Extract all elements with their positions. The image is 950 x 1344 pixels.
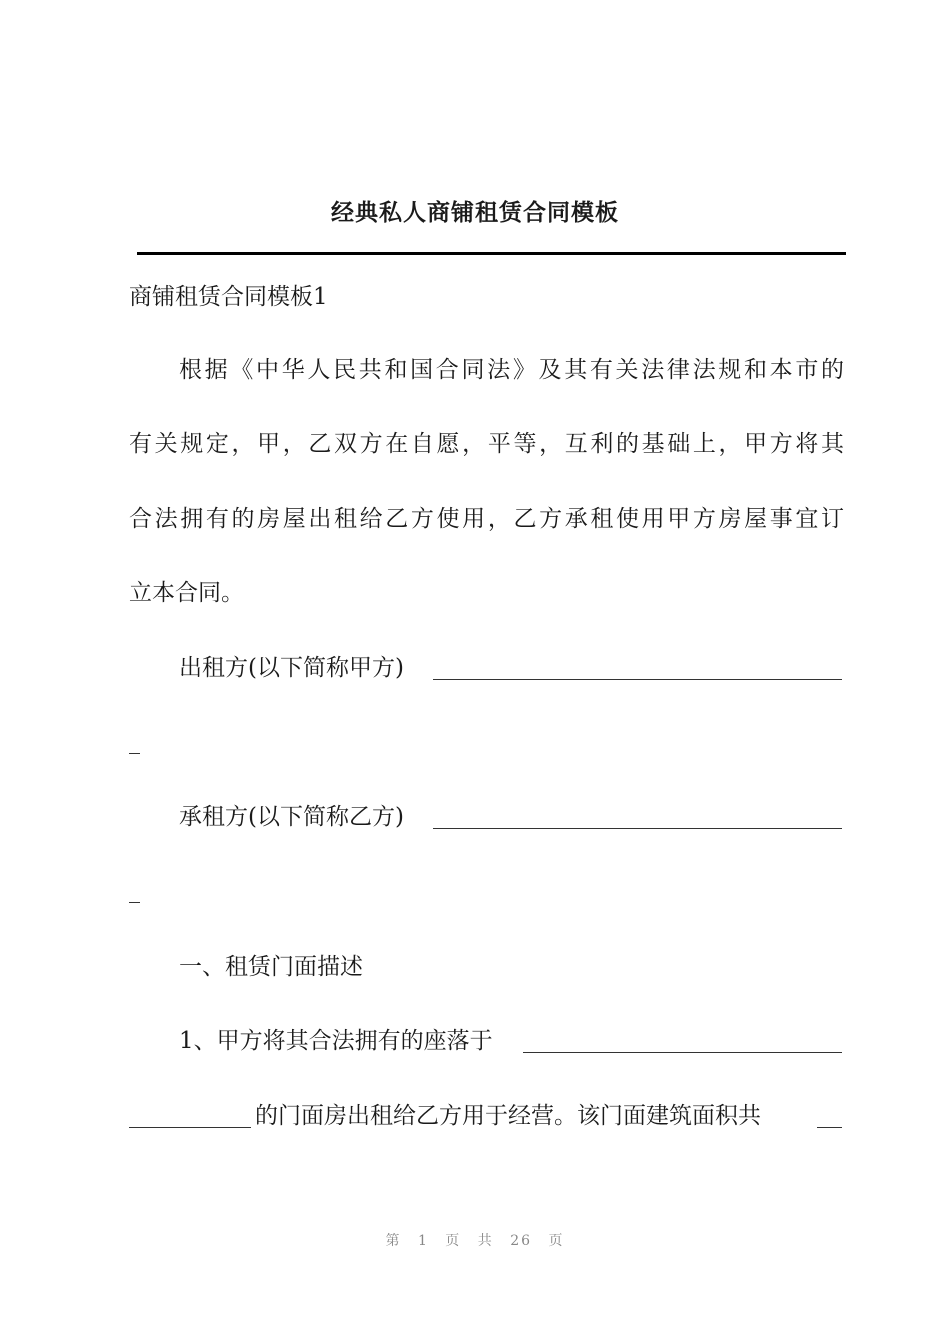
area-fill-blank bbox=[817, 1127, 842, 1128]
lessor-fill-blank-continued bbox=[129, 753, 140, 754]
location-fill-blank-continued bbox=[129, 1127, 251, 1128]
title-divider bbox=[137, 252, 846, 255]
lessor-fill-blank bbox=[433, 679, 842, 680]
page-number-footer: 第 1 页 共 26 页 bbox=[385, 1233, 565, 1249]
intro-line-2: 有关规定，甲，乙双方在自愿，平等，互利的基础上，甲方将其 bbox=[129, 431, 844, 457]
lessee-fill-blank-continued bbox=[129, 902, 140, 903]
document-title: 经典私人商铺租赁合同模板 bbox=[331, 200, 619, 226]
location-fill-blank bbox=[523, 1052, 842, 1053]
clause-one-line-2: 的门面房出租给乙方用于经营。该门面建筑面积共 bbox=[255, 1103, 761, 1129]
clause-one-line-1: 1、甲方将其合法拥有的座落于 bbox=[179, 1028, 493, 1054]
intro-line-1: 根据《中华人民共和国合同法》及其有关法律法规和本市的 bbox=[179, 357, 844, 383]
lessee-label: 承租方(以下简称乙方) bbox=[179, 804, 404, 830]
intro-line-4: 立本合同。 bbox=[129, 580, 244, 606]
intro-line-3: 合法拥有的房屋出租给乙方使用，乙方承租使用甲方房屋事宜订 bbox=[129, 506, 844, 532]
clause-one-heading: 一、租赁门面描述 bbox=[179, 954, 363, 980]
lessee-fill-blank bbox=[433, 828, 842, 829]
lessor-label: 出租方(以下简称甲方) bbox=[179, 655, 404, 681]
section-heading: 商铺租赁合同模板1 bbox=[129, 284, 328, 310]
